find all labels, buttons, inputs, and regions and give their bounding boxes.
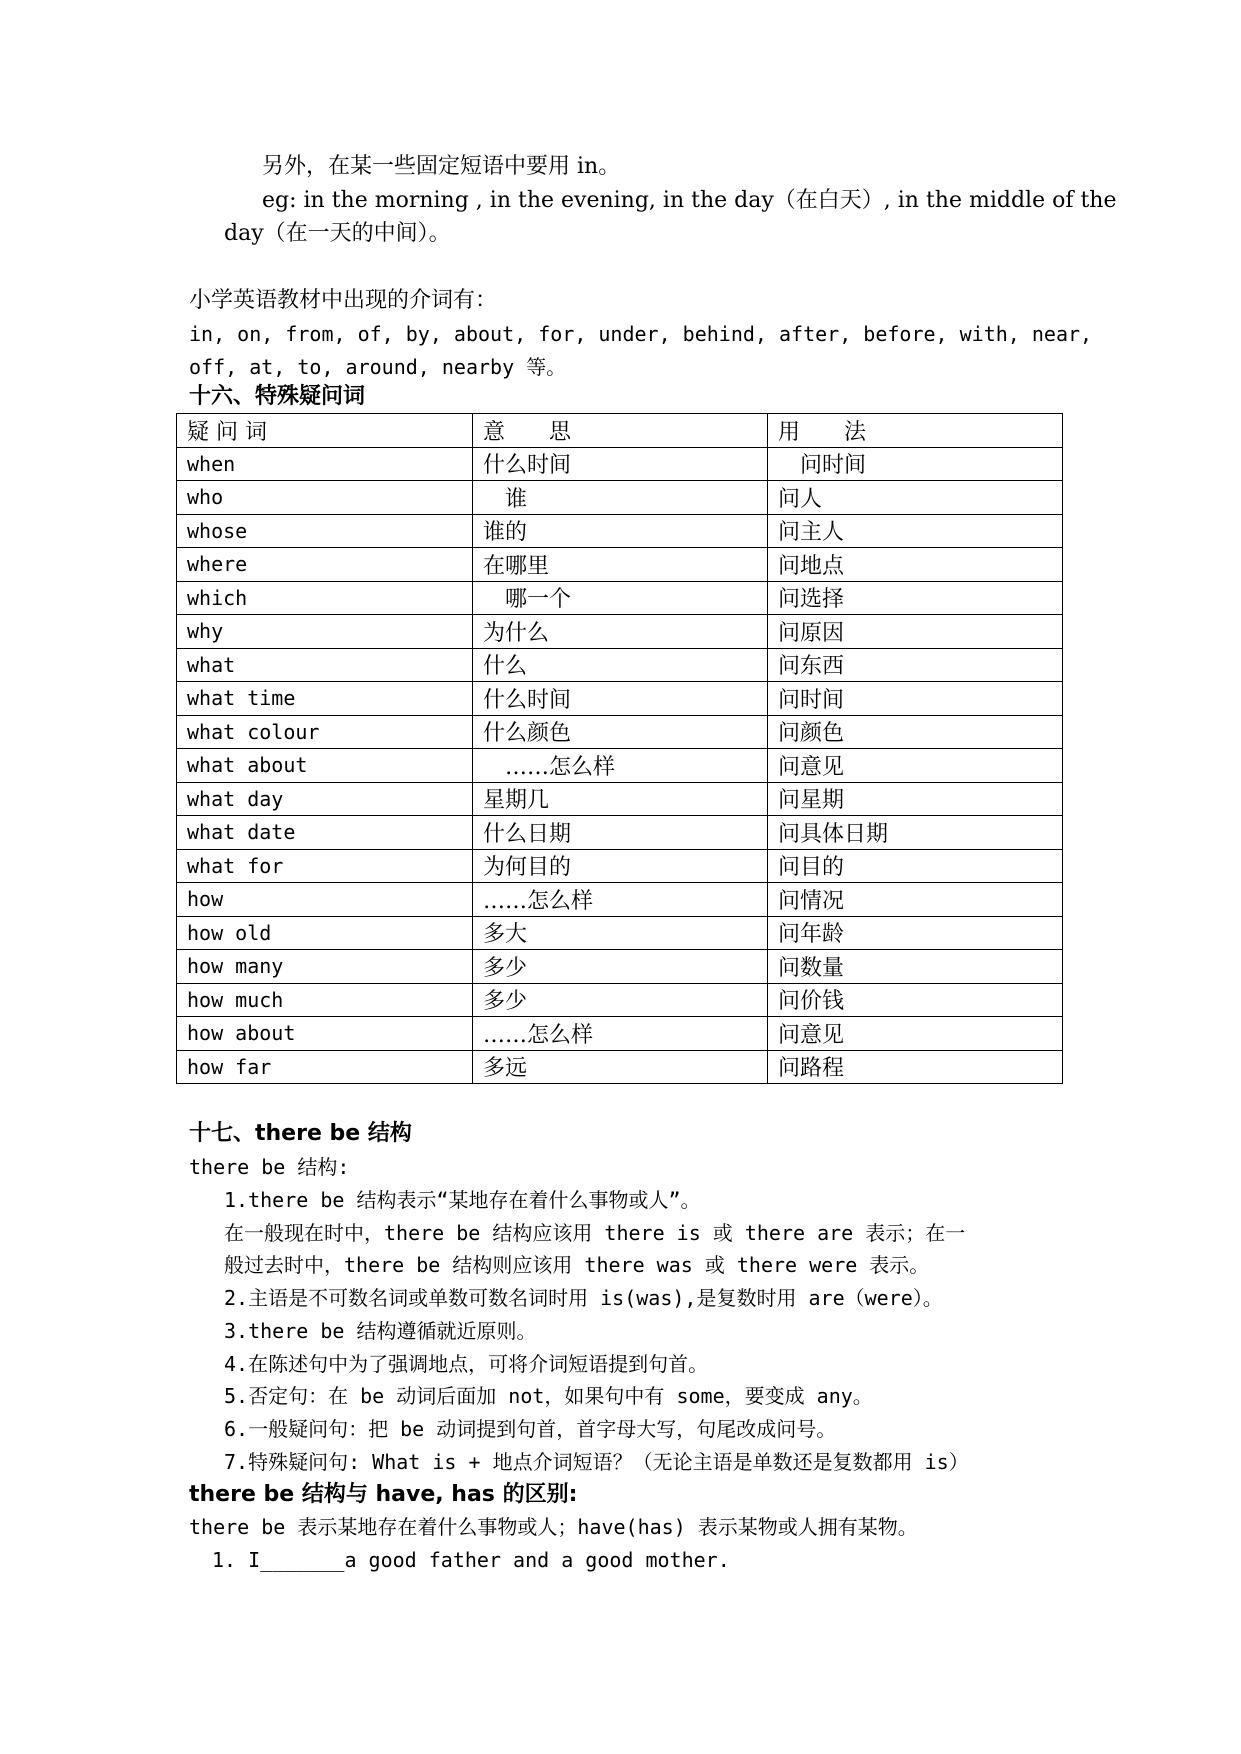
question-word-cell: how far [177,1050,473,1084]
header-cell-meaning: 意 思 [473,414,768,448]
table-row [177,648,1063,682]
table-row [177,682,1063,716]
table-row [177,849,1063,883]
table-row [177,883,1063,917]
table-row [177,581,1063,615]
table-row [177,1017,1063,1051]
usage-cell: 问星期 [768,782,1063,816]
question-word-cell: what [177,648,473,682]
section-16-heading: 十六、特殊疑问词 [189,384,366,409]
header-cell-usage: 用 法 [768,414,1063,448]
header-cell-word: 疑 问 词 [177,414,473,448]
usage-cell: 问具体日期 [768,816,1063,850]
question-word-cell: which [177,581,473,615]
question-word-cell: what date [177,816,473,850]
rule-1: 1.there be 结构表示“某地存在着什么事物或人”。 [224,1188,701,1212]
rule-1-detail-b: 般过去时中，there be 结构则应该用 there was 或 there were 表示。 [224,1253,930,1277]
table-row [177,481,1063,515]
usage-cell: 问目的 [768,849,1063,883]
difference-heading: there be 结构与 have, has 的区别: [189,1482,578,1507]
meaning-cell: 为何目的 [473,849,768,883]
meaning-cell: 星期几 [473,782,768,816]
table-row [177,749,1063,783]
rule-3: 3.there be 结构遵循就近原则。 [224,1319,537,1343]
rule-7: 7.特殊疑问句: What is + 地点介词短语？（无论主语是单数还是复数都用 is） [224,1450,969,1474]
question-word-cell: how about [177,1017,473,1051]
question-word-cell: where [177,548,473,582]
table-row [177,916,1063,950]
question-word-cell: what day [177,782,473,816]
usage-cell: 问意见 [768,1017,1063,1051]
table-row [177,514,1063,548]
table-row [177,782,1063,816]
meaning-cell: 什么日期 [473,816,768,850]
question-word-cell: why [177,615,473,649]
meaning-cell: 什么时间 [473,447,768,481]
rule-4: 4.在陈述句中为了强调地点，可将介词短语提到句首。 [224,1352,709,1376]
meaning-cell: 多大 [473,916,768,950]
usage-cell: 问主人 [768,514,1063,548]
usage-cell: 问数量 [768,950,1063,984]
table-header-row [177,414,1063,448]
prepositions-line-1: in, on, from, of, by, about, for, under, behind, after, before, with, near, [189,322,1093,346]
intro-line-1: 另外，在某一些固定短语中要用 in。 [262,154,621,179]
question-word-cell: what colour [177,715,473,749]
usage-cell: 问时间 [768,682,1063,716]
usage-cell: 问年龄 [768,916,1063,950]
rule-2: 2.主语是不可数名词或单数可数名词时用 is(was),是复数时用 are（were）。 [224,1286,943,1310]
rule-6: 6.一般疑问句：把 be 动词提到句首，首字母大写，句尾改成问号。 [224,1417,837,1441]
prepositions-line-2: off, at, to, around, nearby 等。 [189,355,567,379]
section-17-subtitle: there be 结构: [189,1155,350,1179]
question-word-cell: what time [177,682,473,716]
question-word-cell: what for [177,849,473,883]
question-word-cell: how [177,883,473,917]
difference-text: there be 表示某地存在着什么事物或人；have(has) 表示某物或人拥有某物。 [189,1515,918,1539]
table-row [177,715,1063,749]
usage-cell: 问人 [768,481,1063,515]
meaning-cell: 在哪里 [473,548,768,582]
question-word-cell: when [177,447,473,481]
meaning-cell: ……怎么样 [473,883,768,917]
question-word-cell: how much [177,983,473,1017]
usage-cell: 问价钱 [768,983,1063,1017]
meaning-cell: 多远 [473,1050,768,1084]
meaning-cell: 为什么 [473,615,768,649]
usage-cell: 问颜色 [768,715,1063,749]
question-word-cell: what about [177,749,473,783]
meaning-cell: 多少 [473,983,768,1017]
usage-cell: 问地点 [768,548,1063,582]
intro-line-2: eg: in the morning , in the evening, in the day（在白天）, in the middle of the [262,188,1117,213]
meaning-cell: 谁的 [473,514,768,548]
meaning-cell: ……怎么样 [473,749,768,783]
meaning-cell: 什么颜色 [473,715,768,749]
table-row [177,615,1063,649]
meaning-cell: ……怎么样 [473,1017,768,1051]
usage-cell: 问路程 [768,1050,1063,1084]
question-word-cell: how many [177,950,473,984]
usage-cell: 问意见 [768,749,1063,783]
prepositions-title: 小学英语教材中出现的介词有： [189,288,498,313]
usage-cell: 问选择 [768,581,1063,615]
meaning-cell: 谁 [473,481,768,515]
intro-line-3: day（在一天的中间）。 [224,221,451,246]
rule-5: 5.否定句：在 be 动词后面加 not，如果句中有 some，要变成 any。 [224,1384,873,1408]
usage-cell: 问时间 [768,447,1063,481]
section-17-heading: 十七、there be 结构 [189,1121,412,1146]
exercise-1: 1. I_______a good father and a good mother. [212,1548,730,1572]
question-word-cell: who [177,481,473,515]
table-row [177,548,1063,582]
question-word-cell: how old [177,916,473,950]
usage-cell: 问原因 [768,615,1063,649]
meaning-cell: 什么 [473,648,768,682]
question-word-cell: whose [177,514,473,548]
usage-cell: 问情况 [768,883,1063,917]
table-row [177,950,1063,984]
table-row [177,447,1063,481]
meaning-cell: 多少 [473,950,768,984]
meaning-cell: 哪一个 [473,581,768,615]
meaning-cell: 什么时间 [473,682,768,716]
table-row [177,983,1063,1017]
question-words-table [176,413,1063,1084]
rule-1-detail-a: 在一般现在时中，there be 结构应该用 there is 或 there are 表示；在一 [224,1221,966,1245]
table-row [177,1050,1063,1084]
table-row [177,816,1063,850]
usage-cell: 问东西 [768,648,1063,682]
